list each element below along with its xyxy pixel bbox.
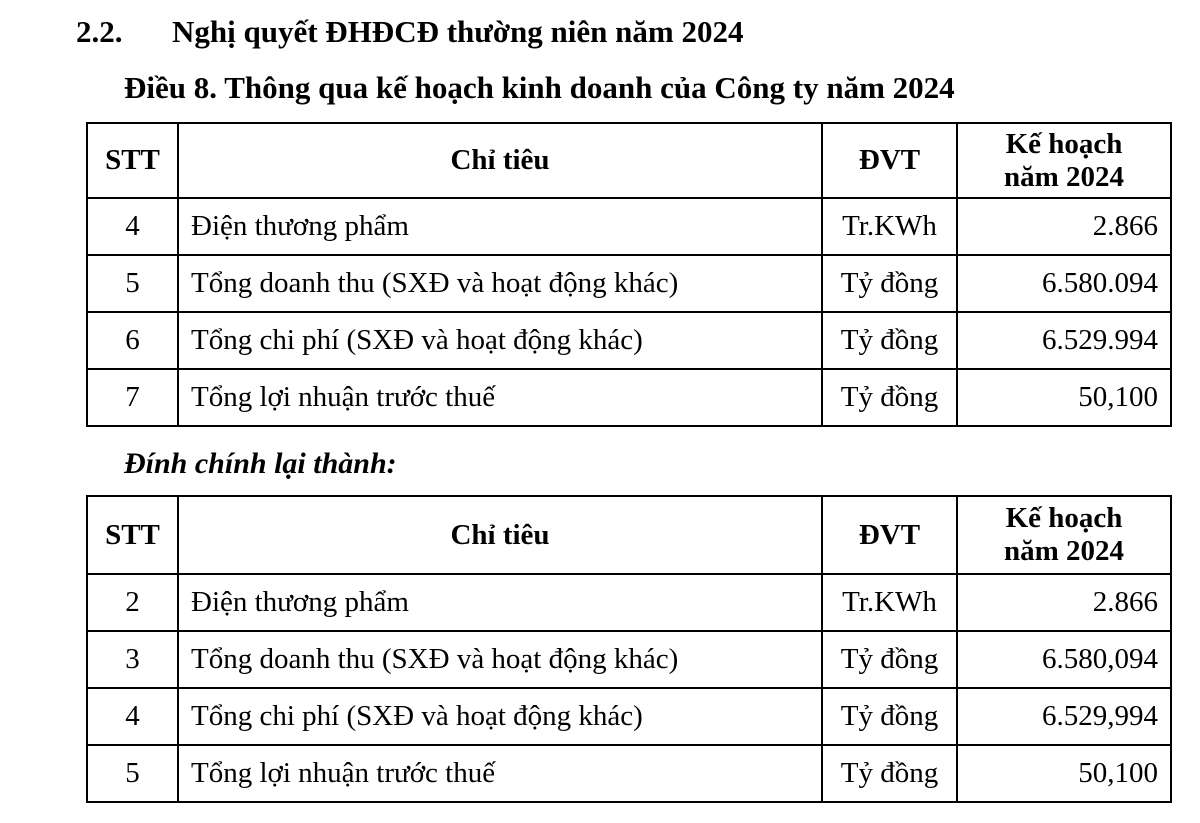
row-value: 6.580.094 bbox=[957, 255, 1171, 312]
row-unit: Tỷ đồng bbox=[822, 312, 957, 369]
table-row bbox=[87, 369, 1171, 426]
row-unit: Tỷ đồng bbox=[822, 688, 957, 745]
header-plan-line2: năm 2024 bbox=[1003, 535, 1125, 567]
table-row bbox=[87, 688, 1171, 745]
row-stt: 3 bbox=[87, 631, 178, 688]
table-header-row bbox=[87, 123, 1171, 198]
row-value: 2.866 bbox=[957, 198, 1171, 255]
table-row bbox=[87, 198, 1171, 255]
row-value: 6.529,994 bbox=[957, 688, 1171, 745]
row-value: 50,100 bbox=[957, 369, 1171, 426]
row-indicator: Điện thương phẩm bbox=[178, 574, 822, 631]
row-unit: Tr.KWh bbox=[822, 574, 957, 631]
table-row bbox=[87, 312, 1171, 369]
row-indicator: Tổng chi phí (SXĐ và hoạt động khác) bbox=[178, 312, 822, 369]
header-unit: ĐVT bbox=[822, 496, 957, 574]
row-stt: 6 bbox=[87, 312, 178, 369]
corrected-plan-table bbox=[86, 495, 1172, 803]
row-unit: Tỷ đồng bbox=[822, 255, 957, 312]
row-value: 6.529.994 bbox=[957, 312, 1171, 369]
table-row bbox=[87, 631, 1171, 688]
row-value: 50,100 bbox=[957, 745, 1171, 802]
row-unit: Tỷ đồng bbox=[822, 631, 957, 688]
row-value: 2.866 bbox=[957, 574, 1171, 631]
section-title: Nghị quyết ĐHĐCĐ thường niên năm 2024 bbox=[172, 14, 744, 49]
row-value: 6.580,094 bbox=[957, 631, 1171, 688]
table-row bbox=[87, 255, 1171, 312]
header-unit: ĐVT bbox=[822, 123, 957, 198]
table-header-row bbox=[87, 496, 1171, 574]
header-plan-line1: Kế hoạch bbox=[1005, 502, 1123, 534]
header-indicator: Chỉ tiêu bbox=[178, 496, 822, 574]
row-indicator: Tổng lợi nhuận trước thuế bbox=[178, 745, 822, 802]
table-row bbox=[87, 574, 1171, 631]
header-plan-line1: Kế hoạch bbox=[1005, 127, 1123, 160]
row-indicator: Điện thương phẩm bbox=[178, 198, 822, 255]
article-title: Điều 8. Thông qua kế hoạch kinh doanh của Công ty năm 2024 bbox=[124, 70, 955, 105]
section-number: 2.2. bbox=[76, 14, 123, 49]
header-stt: STT bbox=[87, 496, 178, 574]
row-indicator: Tổng lợi nhuận trước thuế bbox=[178, 369, 822, 426]
section-heading bbox=[76, 12, 743, 52]
header-plan bbox=[957, 496, 1171, 574]
correction-label: Đính chính lại thành: bbox=[124, 447, 397, 480]
row-stt: 5 bbox=[87, 255, 178, 312]
row-unit: Tỷ đồng bbox=[822, 369, 957, 426]
row-stt: 5 bbox=[87, 745, 178, 802]
original-plan-table bbox=[86, 122, 1172, 427]
row-stt: 4 bbox=[87, 688, 178, 745]
row-stt: 4 bbox=[87, 198, 178, 255]
row-unit: Tỷ đồng bbox=[822, 745, 957, 802]
header-stt: STT bbox=[87, 123, 178, 198]
header-indicator: Chỉ tiêu bbox=[178, 123, 822, 198]
header-plan-line2: năm 2024 bbox=[1003, 160, 1125, 193]
row-stt: 7 bbox=[87, 369, 178, 426]
row-indicator: Tổng chi phí (SXĐ và hoạt động khác) bbox=[178, 688, 822, 745]
table-row bbox=[87, 745, 1171, 802]
header-plan bbox=[957, 123, 1171, 198]
row-stt: 2 bbox=[87, 574, 178, 631]
row-unit: Tr.KWh bbox=[822, 198, 957, 255]
row-indicator: Tổng doanh thu (SXĐ và hoạt động khác) bbox=[178, 631, 822, 688]
row-indicator: Tổng doanh thu (SXĐ và hoạt động khác) bbox=[178, 255, 822, 312]
